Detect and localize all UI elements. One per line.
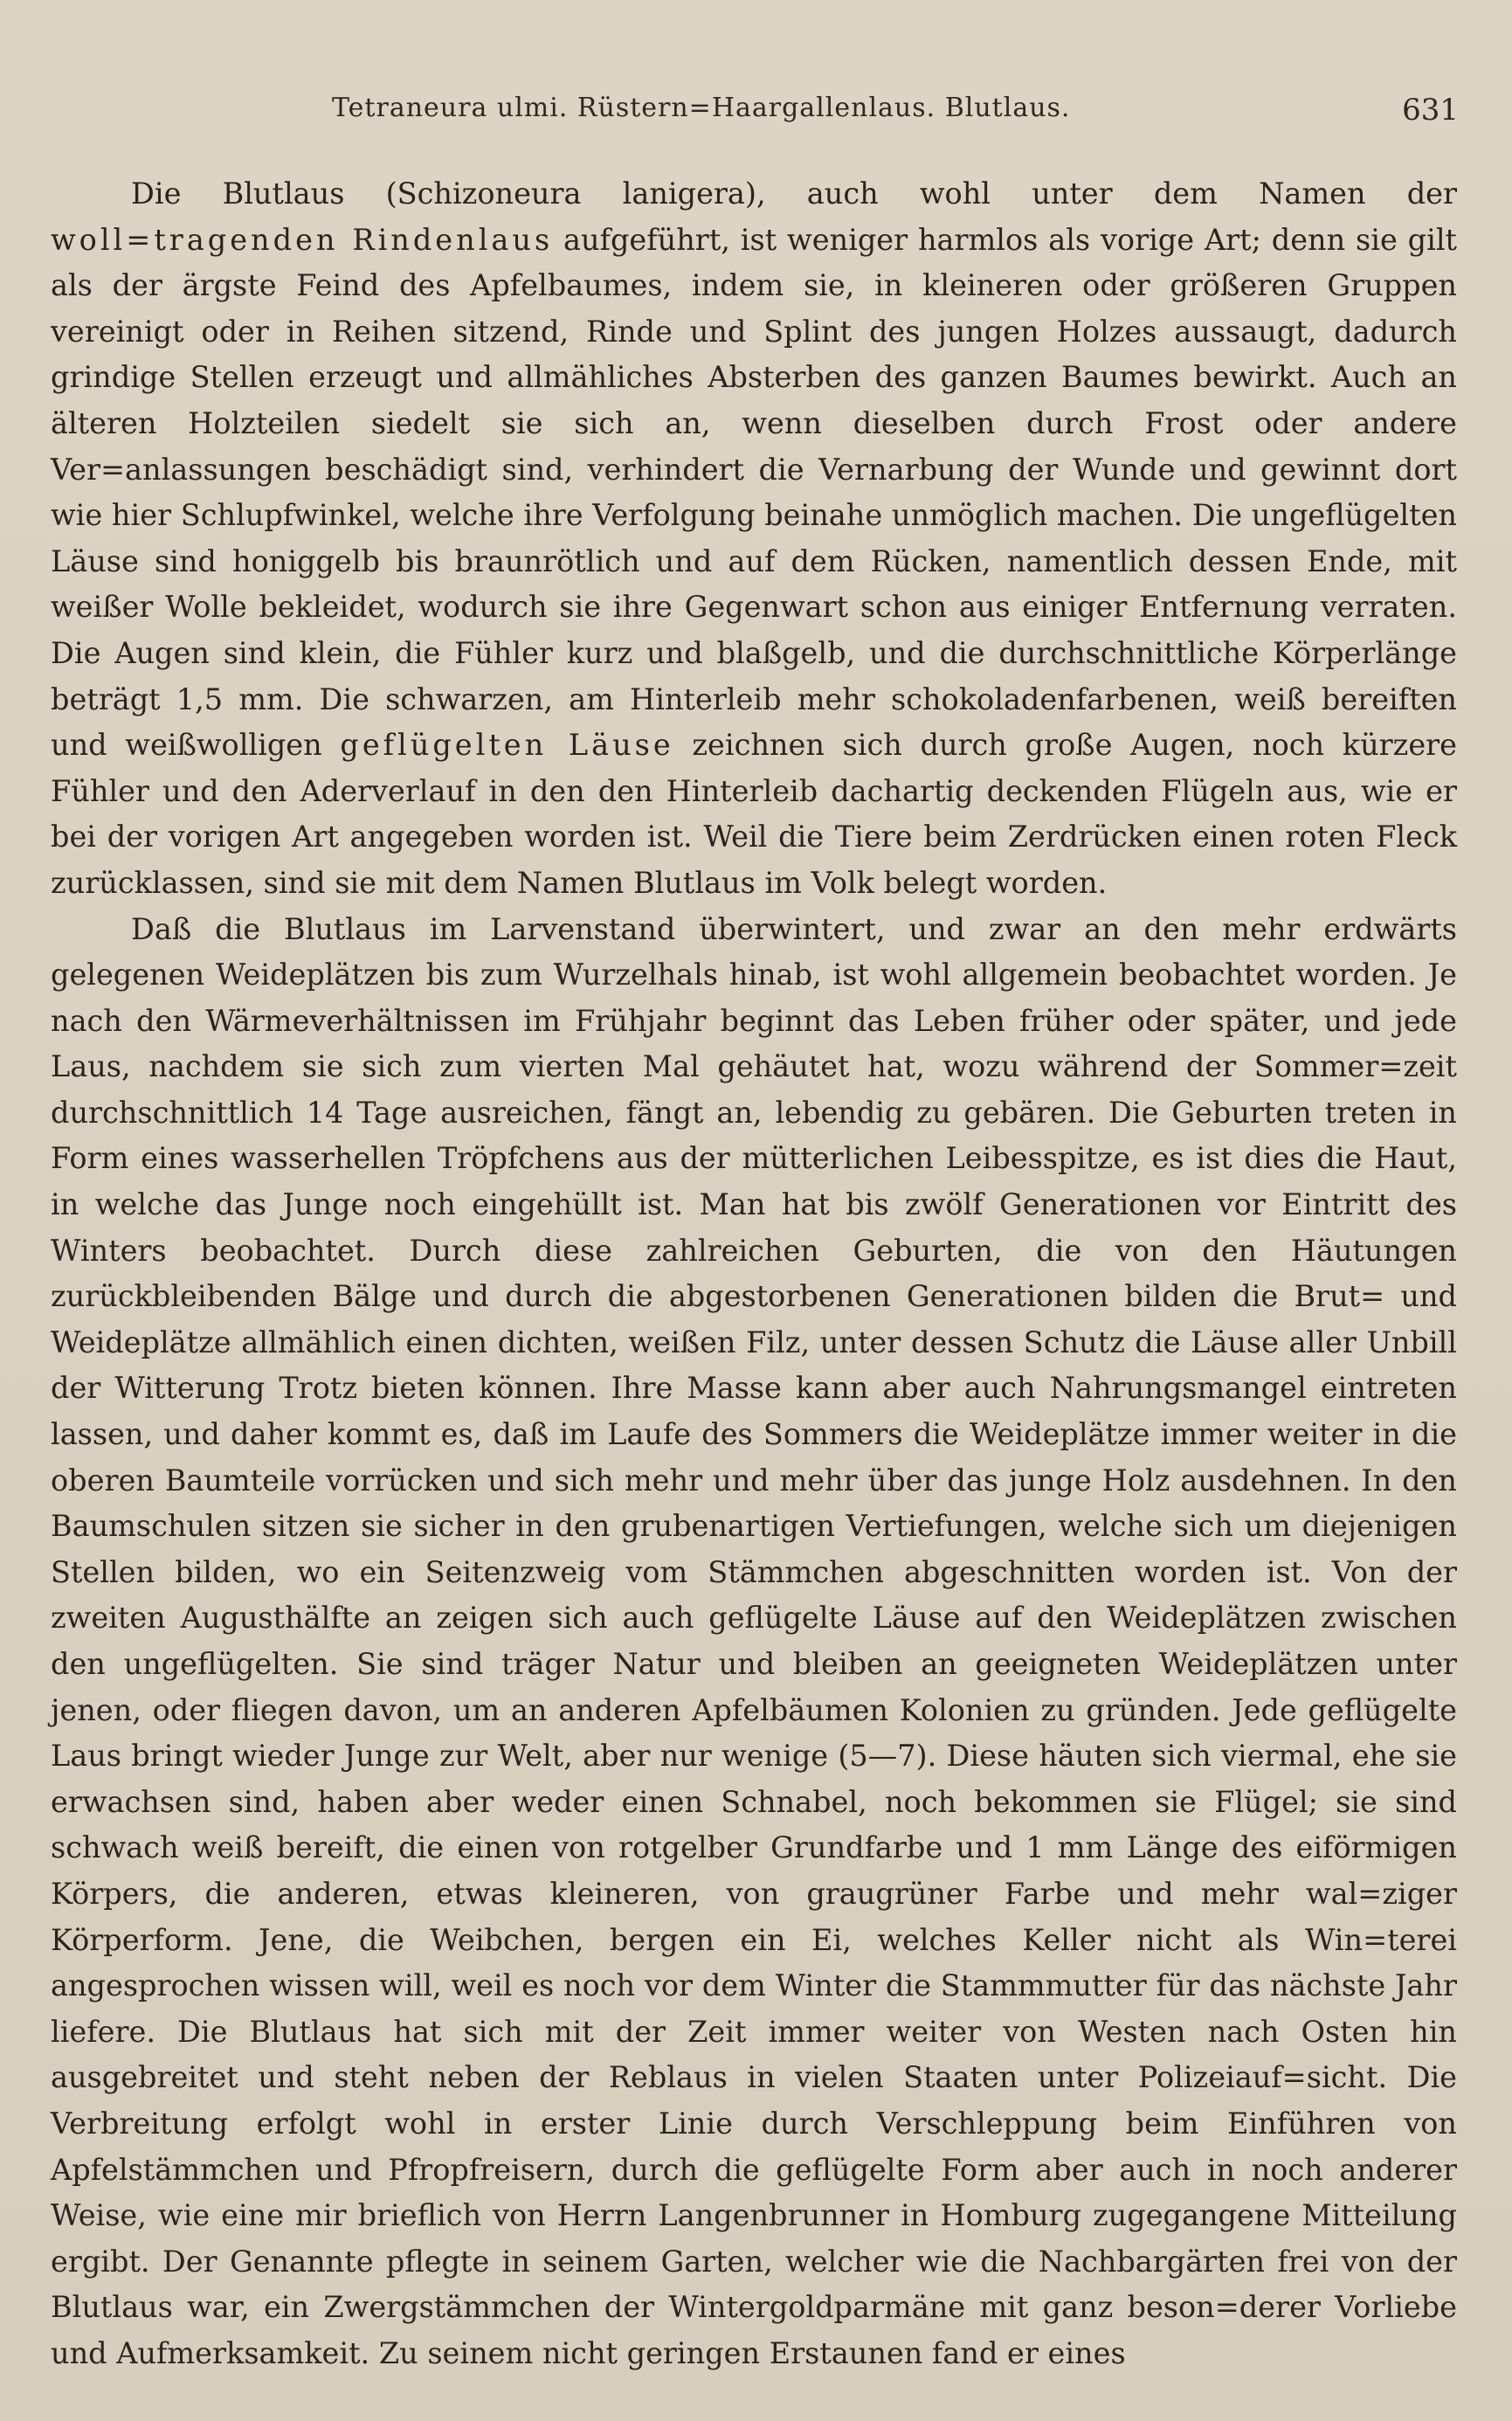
paragraph-1-part-5: zeichnen sich durch große Augen, noch kürzere Fühler und den Aderverlauf in den den Hinterleib dachartig deckenden Flügeln aus, wie er bei der vorigen Art angegeben worden ist. Weil die Tiere beim Zerdrücken einen roten Fleck zurücklassen, sind sie mit dem Namen Blutlaus im Volk belegt worden. bbox=[51, 728, 1457, 900]
running-title: Tetraneura ulmi. Rüstern=Haargallenlaus. Blutlaus. bbox=[332, 93, 1071, 123]
paragraph-1 bbox=[51, 171, 1457, 907]
spaced-term-wolltragenden-rindenlaus: woll=tragenden Rindenlaus bbox=[51, 222, 554, 257]
paragraph-1-part-1: Die Blutlaus (Schizoneura lanigera), auch wohl unter dem Namen der bbox=[131, 176, 1457, 211]
page-number: 631 bbox=[1402, 93, 1459, 128]
body-text bbox=[51, 171, 1457, 2377]
paragraph-2: Daß die Blutlaus im Larvenstand überwintert, und zwar an den mehr erdwärts gelegenen Weideplätzen bis zum Wurzelhals hinab, ist wohl allgemein beobachtet worden. Je nach den Wärmeverhältnissen im Frühjahr beginnt das Leben früher oder später, und jede Laus, nachdem sie sich zum vierten Mal gehäutet hat, wozu während der Sommer=zeit durchschnittlich 14 Tage ausreichen, fängt an, lebendig zu gebären. Die Geburten treten in Form eines wasserhellen Tröpfchens aus der mütterlichen Leibesspitze, es ist dies die Haut, in welche das Junge noch eingehüllt ist. Man hat bis zwölf Generationen vor Eintritt des Winters beobachtet. Durch diese zahlreichen Geburten, die von den Häutungen zurückbleibenden Bälge und durch die abgestorbenen Generationen bilden die Brut= und Weideplätze allmählich einen dichten, weißen Filz, unter dessen Schutz die Läuse aller Unbill der Witterung Trotz bieten können. Ihre Masse kann aber auch Nahrungsmangel eintreten lassen, und daher kommt es, daß im Laufe des Sommers die Weideplätze immer weiter in die oberen Baumteile vorrücken und sich mehr und mehr über das junge Holz ausdehnen. In den Baumschulen sitzen sie sicher in den grubenartigen Vertiefungen, welche sich um diejenigen Stellen bilden, wo ein Seitenzweig vom Stämmchen abgeschnitten worden ist. Von der zweiten Augusthälfte an zeigen sich auch geflügelte Läuse auf den Weideplätzen zwischen den ungeflügelten. Sie sind träger Natur und bleiben an geeigneten Weideplätzen unter jenen, oder fliegen davon, um an anderen Apfelbäumen Kolonien zu gründen. Jede geflügelte Laus bringt wieder Junge zur Welt, aber nur wenige (5—7). Diese häuten sich viermal, ehe sie erwachsen sind, haben aber weder einen Schnabel, noch bekommen sie Flügel; sie sind schwach weiß bereift, die einen von rotgelber Grundfarbe und 1 mm Länge des eiförmigen Körpers, die anderen, etwas kleineren, von graugrüner Farbe und mehr wal=ziger Körperform. Jene, die Weibchen, bergen ein Ei, welches Keller nicht als Win=terei angesprochen wissen will, weil es noch vor dem Winter die Stammmutter für das nächste Jahr liefere. Die Blutlaus hat sich mit der Zeit immer weiter von Westen nach Osten hin ausgebreitet und steht neben der Reblaus in vielen Staaten unter Polizeiauf=sicht. Die Verbreitung erfolgt wohl in erster Linie durch Verschleppung beim Einführen von Apfelstämmchen und Pfropfreisern, durch die geflügelte Form aber auch in noch anderer Weise, wie eine mir brieflich von Herrn Langenbrunner in Homburg zugegangene Mitteilung ergibt. Der Genannte pflegte in seinem Garten, welcher wie die Nachbargärten frei von der Blutlaus war, ein Zwergstämmchen der Wintergoldparmäne mit ganz beson=derer Vorliebe und Aufmerksamkeit. Zu seinem nicht geringen Erstaunen fand er eines bbox=[51, 911, 1457, 2370]
spaced-term-gefluegelten-laeuse: geflügelten Läuse bbox=[340, 728, 674, 763]
paragraph-1-part-3: aufgeführt, ist weniger harmlos als vorige Art; denn sie gilt als der ärgste Feind des Apfelbaumes, indem sie, in kleineren oder größeren Gruppen vereinigt oder in Reihen sitzend, Rinde und Splint des jungen Holzes aussaugt, dadurch grindige Stellen erzeugt und allmähliches Absterben des ganzen Baumes bewirkt. Auch an älteren Holzteilen siedelt sie sich an, wenn dieselben durch Frost oder andere Ver=anlassungen beschädigt sind, verhindert die Vernarbung der Wunde und gewinnt dort wie hier Schlupfwinkel, welche ihre Verfolgung beinahe unmöglich machen. Die ungeflügelten Läuse sind honiggelb bis braunrötlich und auf dem Rücken, namentlich dessen Ende, mit weißer Wolle bekleidet, wodurch sie ihre Gegenwart schon aus einiger Entfernung verraten. Die Augen sind klein, die Fühler kurz und blaßgelb, und die durchschnittliche Körperlänge beträgt 1,5 mm. Die schwarzen, am Hinterleib mehr schokoladenfarbenen, weiß bereiften und weißwolligen bbox=[51, 222, 1457, 763]
page-header bbox=[332, 93, 1459, 135]
